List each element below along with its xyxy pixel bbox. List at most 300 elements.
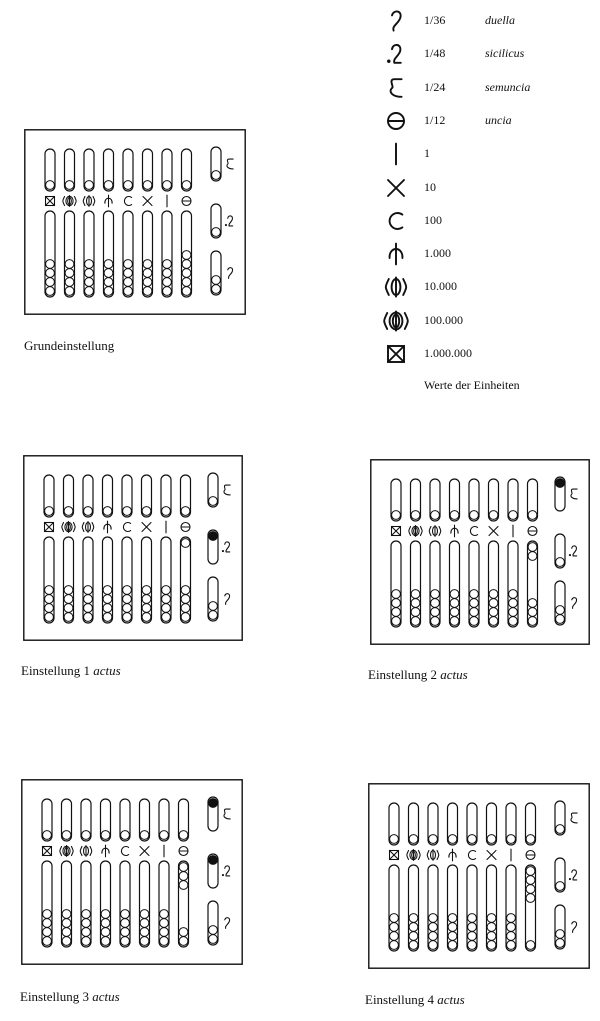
- lower-bead: [431, 590, 440, 599]
- lower-bead: [140, 928, 149, 937]
- symbol-duella-icon: [225, 918, 230, 929]
- symbol-x-icon: [388, 180, 404, 196]
- lower-bead: [45, 604, 54, 613]
- symbol-sicilicus-icon: [569, 870, 577, 880]
- lower-bead: [429, 914, 438, 923]
- symbol-m-icon: [449, 849, 456, 861]
- legend-value: 1/12: [424, 112, 446, 127]
- symbol-duella-icon: [225, 594, 230, 605]
- upper-bead: [182, 181, 191, 190]
- symbol-x-icon: [140, 847, 149, 856]
- lower-bead: [140, 937, 149, 946]
- lower-bead: [121, 919, 130, 928]
- column-m: [101, 799, 111, 947]
- upper-bead: [392, 511, 401, 520]
- symbol-uncia-icon: [181, 523, 190, 532]
- column-10m: [83, 149, 94, 297]
- lower-bead: [45, 613, 54, 622]
- lower-bead: [82, 928, 91, 937]
- lower-bead: [62, 937, 71, 946]
- legend-symbol: [382, 241, 412, 267]
- aux-slot-semuncia: [555, 801, 577, 835]
- legend-row-c: [382, 208, 582, 234]
- lower-bead: [140, 919, 149, 928]
- lower-bead: [140, 910, 149, 919]
- lower-bead: [526, 894, 535, 903]
- lower-bead: [448, 932, 457, 941]
- lower-bead: [82, 910, 91, 919]
- aux-bead: [556, 615, 565, 624]
- symbol-x-icon: [142, 523, 151, 532]
- lower-bead: [123, 604, 132, 613]
- symbol-10m-icon: [83, 196, 94, 207]
- symbol-10m-icon: [427, 850, 438, 861]
- legend-row-1000m: [382, 341, 582, 367]
- lower-bead: [182, 278, 191, 287]
- upper-bead: [450, 511, 459, 520]
- aux-slot-duella: [211, 251, 233, 295]
- column-10m: [429, 479, 440, 627]
- lower-bead: [142, 595, 151, 604]
- symbol-uncia-icon: [388, 113, 404, 129]
- symbol-100m-icon: [384, 311, 408, 330]
- lower-bead: [409, 941, 418, 950]
- legend-unit-name: sicilicus: [485, 46, 525, 61]
- aux-slot-semuncia: [211, 147, 233, 181]
- lower-bead: [43, 937, 52, 946]
- lower-bead: [64, 613, 73, 622]
- symbol-semuncia-icon: [224, 809, 230, 819]
- column-x: [142, 475, 152, 623]
- lower-bead: [507, 914, 516, 923]
- symbol-uncia-icon: [182, 197, 191, 206]
- lower-bead: [84, 613, 93, 622]
- symbol-semuncia-icon: [571, 813, 577, 823]
- lower-bead: [528, 552, 537, 561]
- column-uncia: [528, 479, 538, 627]
- lower-bead: [181, 595, 190, 604]
- lower-bead: [182, 287, 191, 296]
- upper-bead: [470, 511, 479, 520]
- lower-bead: [85, 278, 94, 287]
- upper-bead: [429, 835, 438, 844]
- lower-bead: [162, 595, 171, 604]
- caption-grundeinstellung: Grundeinstellung: [24, 338, 115, 353]
- symbol-m-icon: [390, 244, 403, 265]
- symbol-100m-icon: [62, 522, 75, 533]
- lower-bead: [468, 914, 477, 923]
- lower-bead: [104, 278, 113, 287]
- lower-bead: [392, 608, 401, 617]
- lower-bead: [62, 919, 71, 928]
- symbol-sicilicus-icon: [222, 866, 230, 876]
- column-x: [489, 479, 499, 627]
- symbol-100m-icon: [60, 846, 73, 857]
- upper-bead: [179, 831, 188, 840]
- lower-bead: [507, 932, 516, 941]
- lower-bead: [409, 923, 418, 932]
- symbol-c-icon: [123, 523, 130, 532]
- column-1000m: [391, 479, 401, 627]
- lower-bead: [124, 269, 133, 278]
- upper-bead: [468, 835, 477, 844]
- upper-bead: [448, 835, 457, 844]
- lower-bead: [526, 867, 535, 876]
- symbol-x-icon: [489, 527, 498, 536]
- lower-bead: [163, 260, 172, 269]
- column-100m: [60, 799, 73, 947]
- symbol-m-icon: [105, 195, 112, 207]
- lower-bead: [179, 881, 188, 890]
- lower-bead: [487, 932, 496, 941]
- abacus-einstellung-3: [21, 779, 243, 965]
- legend-symbol: [382, 308, 412, 334]
- upper-bead: [121, 831, 130, 840]
- upper-bead: [101, 831, 110, 840]
- aux-slot-duella: [208, 577, 230, 621]
- lower-bead: [84, 586, 93, 595]
- lower-bead: [162, 604, 171, 613]
- aux-bead: [209, 935, 218, 944]
- column-i: [508, 479, 518, 627]
- upper-bead: [162, 507, 171, 516]
- column-uncia: [182, 149, 192, 297]
- lower-bead: [85, 269, 94, 278]
- legend-symbol: [382, 208, 412, 234]
- lower-bead: [143, 287, 152, 296]
- symbol-duella-icon: [572, 598, 577, 609]
- lower-bead: [528, 543, 537, 552]
- lower-bead: [101, 910, 110, 919]
- lower-bead: [85, 260, 94, 269]
- legend-row-10m: [382, 274, 582, 300]
- lower-bead: [470, 608, 479, 617]
- lower-bead: [143, 269, 152, 278]
- lower-bead: [65, 287, 74, 296]
- lower-bead: [181, 613, 190, 622]
- aux-bead: [212, 285, 221, 294]
- caption-einstellung-1: Einstellung 1 actus: [21, 663, 121, 678]
- lower-bead: [65, 260, 74, 269]
- lower-bead: [43, 928, 52, 937]
- lower-bead: [507, 941, 516, 950]
- legend-row-x: [382, 175, 582, 201]
- lower-bead: [64, 595, 73, 604]
- aux-bead: [212, 171, 221, 180]
- lower-bead: [104, 260, 113, 269]
- lower-bead: [507, 923, 516, 932]
- lower-bead: [429, 941, 438, 950]
- aux-slot-semuncia: [555, 477, 577, 511]
- lower-bead: [448, 941, 457, 950]
- upper-bead: [84, 507, 93, 516]
- lower-bead: [450, 599, 459, 608]
- legend-value: 1/36: [424, 13, 446, 27]
- lower-bead: [526, 941, 535, 950]
- lower-bead: [160, 937, 169, 946]
- legend-value: 100: [424, 212, 442, 227]
- aux-bead: [209, 799, 218, 808]
- column-m: [104, 149, 114, 297]
- symbol-1000m-icon: [388, 346, 404, 362]
- upper-bead: [82, 831, 91, 840]
- abacus-grundeinstellung: [24, 129, 246, 315]
- lower-bead: [101, 919, 110, 928]
- column-10m: [82, 475, 93, 623]
- column-1000m: [45, 149, 55, 297]
- legend-unit-name: semuncia: [485, 79, 531, 94]
- legend-unit-name: uncia: [485, 112, 512, 127]
- lower-bead: [46, 278, 55, 287]
- lower-bead: [470, 590, 479, 599]
- symbol-sicilicus-icon: [222, 542, 230, 552]
- aux-bead: [556, 939, 565, 948]
- column-m: [448, 803, 458, 951]
- legend-value: 1: [424, 146, 430, 161]
- symbol-c-icon: [468, 851, 475, 860]
- column-i: [161, 475, 171, 623]
- lower-bead: [121, 910, 130, 919]
- symbol-10m-icon: [80, 846, 91, 857]
- lower-bead: [448, 914, 457, 923]
- symbol-sicilicus-icon: [569, 546, 577, 556]
- column-uncia: [181, 475, 191, 623]
- lower-bead: [103, 604, 112, 613]
- abacus-einstellung-2: [370, 459, 590, 645]
- lower-bead: [528, 599, 537, 608]
- lower-bead: [62, 910, 71, 919]
- upper-bead: [143, 181, 152, 190]
- lower-bead: [124, 260, 133, 269]
- lower-bead: [103, 586, 112, 595]
- lower-bead: [163, 278, 172, 287]
- column-c: [120, 799, 130, 947]
- aux-slot-sicilicus: [208, 530, 230, 564]
- lower-bead: [46, 269, 55, 278]
- lower-bead: [124, 287, 133, 296]
- lower-bead: [431, 599, 440, 608]
- upper-bead: [142, 507, 151, 516]
- symbol-100m-icon: [63, 196, 76, 207]
- symbol-duella-icon: [572, 922, 577, 933]
- column-c: [122, 475, 132, 623]
- lower-bead: [431, 608, 440, 617]
- lower-bead: [526, 885, 535, 894]
- legend-value: 1.000.000: [424, 346, 472, 360]
- lower-bead: [82, 919, 91, 928]
- lower-bead: [392, 590, 401, 599]
- lower-bead: [429, 932, 438, 941]
- legend-row-uncia: [382, 108, 582, 134]
- column-10m: [80, 799, 91, 947]
- aux-bead: [212, 228, 221, 237]
- legend-symbol: [382, 75, 412, 101]
- aux-bead: [556, 930, 565, 939]
- lower-bead: [121, 937, 130, 946]
- aux-bead: [209, 926, 218, 935]
- lower-bead: [101, 937, 110, 946]
- upper-bead: [140, 831, 149, 840]
- legend-symbol: [382, 8, 412, 34]
- column-uncia: [526, 803, 536, 951]
- aux-bead: [556, 606, 565, 615]
- lower-bead: [101, 928, 110, 937]
- lower-bead: [64, 604, 73, 613]
- symbol-semuncia-icon: [571, 489, 577, 499]
- upper-bead: [487, 835, 496, 844]
- legend-row-semuncia: [382, 75, 582, 101]
- aux-bead: [212, 276, 221, 285]
- abacus-einstellung-1: [23, 455, 243, 641]
- symbol-duella-icon: [392, 11, 401, 30]
- column-i: [162, 149, 172, 297]
- column-i: [506, 803, 516, 951]
- aux-slot-semuncia: [208, 797, 230, 831]
- legend-row-m: [382, 241, 582, 267]
- legend-row-sicilicus: [382, 41, 582, 67]
- upper-bead: [160, 831, 169, 840]
- column-100m: [63, 149, 76, 297]
- lower-bead: [46, 287, 55, 296]
- legend-row-i: [382, 141, 582, 167]
- lower-bead: [104, 287, 113, 296]
- symbol-uncia-icon: [528, 527, 537, 536]
- lower-bead: [85, 287, 94, 296]
- lower-bead: [509, 617, 518, 626]
- lower-bead: [104, 269, 113, 278]
- lower-bead: [84, 604, 93, 613]
- lower-bead: [65, 278, 74, 287]
- legend-symbol: [382, 274, 412, 300]
- symbol-c-icon: [470, 527, 477, 536]
- symbol-1000m-icon: [390, 851, 399, 860]
- legend-value: 10: [424, 179, 436, 194]
- symbol-sicilicus-icon: [387, 45, 401, 63]
- lower-bead: [160, 919, 169, 928]
- aux-bead: [556, 882, 565, 891]
- lower-bead: [487, 941, 496, 950]
- lower-bead: [487, 914, 496, 923]
- lower-bead: [528, 608, 537, 617]
- aux-slot-duella: [555, 581, 577, 625]
- lower-bead: [84, 595, 93, 604]
- aux-bead: [209, 856, 218, 865]
- legend-symbol: [382, 341, 412, 367]
- lower-bead: [489, 590, 498, 599]
- aux-slot-duella: [208, 901, 230, 945]
- column-x: [140, 799, 150, 947]
- upper-bead: [64, 507, 73, 516]
- upper-bead: [103, 507, 112, 516]
- upper-bead: [526, 835, 535, 844]
- lower-bead: [45, 595, 54, 604]
- lower-bead: [409, 932, 418, 941]
- column-100m: [407, 803, 420, 951]
- lower-bead: [468, 941, 477, 950]
- lower-bead: [489, 617, 498, 626]
- symbol-x-icon: [143, 197, 152, 206]
- upper-bead: [85, 181, 94, 190]
- legend-value: 100.000: [424, 312, 463, 327]
- upper-bead: [65, 181, 74, 190]
- legend-value: 1.000: [424, 246, 451, 261]
- lower-bead: [82, 937, 91, 946]
- aux-slot-semuncia: [208, 473, 230, 507]
- aux-slot-sicilicus: [211, 204, 233, 238]
- column-uncia: [179, 799, 189, 947]
- symbol-10m-icon: [82, 522, 93, 533]
- column-1000m: [42, 799, 52, 947]
- lower-bead: [46, 260, 55, 269]
- upper-bead: [431, 511, 440, 520]
- legend-symbol: [382, 175, 412, 201]
- lower-bead: [64, 586, 73, 595]
- symbol-c-icon: [121, 847, 128, 856]
- aux-slot-sicilicus: [555, 858, 577, 892]
- symbol-semuncia-icon: [391, 79, 402, 97]
- lower-bead: [509, 599, 518, 608]
- symbol-uncia-icon: [526, 851, 535, 860]
- lower-bead: [528, 617, 537, 626]
- column-c: [469, 479, 479, 627]
- column-i: [159, 799, 169, 947]
- lower-bead: [392, 599, 401, 608]
- lower-bead: [123, 586, 132, 595]
- lower-bead: [103, 613, 112, 622]
- lower-bead: [526, 876, 535, 885]
- lower-bead: [431, 617, 440, 626]
- symbol-duella-icon: [228, 268, 233, 279]
- lower-bead: [121, 928, 130, 937]
- aux-bead: [209, 611, 218, 620]
- legend-symbol: [382, 108, 412, 134]
- lower-bead: [450, 617, 459, 626]
- column-100m: [409, 479, 422, 627]
- lower-bead: [390, 932, 399, 941]
- symbol-m-icon: [451, 525, 458, 537]
- lower-bead: [489, 608, 498, 617]
- legend-symbol: [382, 141, 412, 167]
- upper-bead: [163, 181, 172, 190]
- symbol-1000m-icon: [46, 197, 55, 206]
- aux-bead: [209, 497, 218, 506]
- lower-bead: [392, 617, 401, 626]
- lower-bead: [429, 923, 438, 932]
- lower-bead: [103, 595, 112, 604]
- legend-row-100m: [382, 308, 582, 334]
- column-m: [103, 475, 113, 623]
- upper-bead: [104, 181, 113, 190]
- symbol-m-icon: [104, 521, 111, 533]
- column-c: [123, 149, 133, 297]
- legend-value: 1/48: [424, 46, 446, 61]
- upper-bead: [489, 511, 498, 520]
- lower-bead: [470, 599, 479, 608]
- symbol-10m-icon: [386, 278, 406, 297]
- symbol-100m-icon: [409, 526, 422, 537]
- lower-bead: [509, 608, 518, 617]
- lower-bead: [487, 923, 496, 932]
- legend-unit-name: duella: [485, 13, 515, 27]
- upper-bead: [123, 507, 132, 516]
- upper-bead: [46, 181, 55, 190]
- caption-einstellung-4: Einstellung 4 actus: [365, 992, 465, 1007]
- lower-bead: [163, 269, 172, 278]
- lower-bead: [450, 590, 459, 599]
- legend-value: 10.000: [424, 279, 457, 294]
- lower-bead: [182, 251, 191, 260]
- legend-title: Werte der Einheiten: [424, 378, 520, 392]
